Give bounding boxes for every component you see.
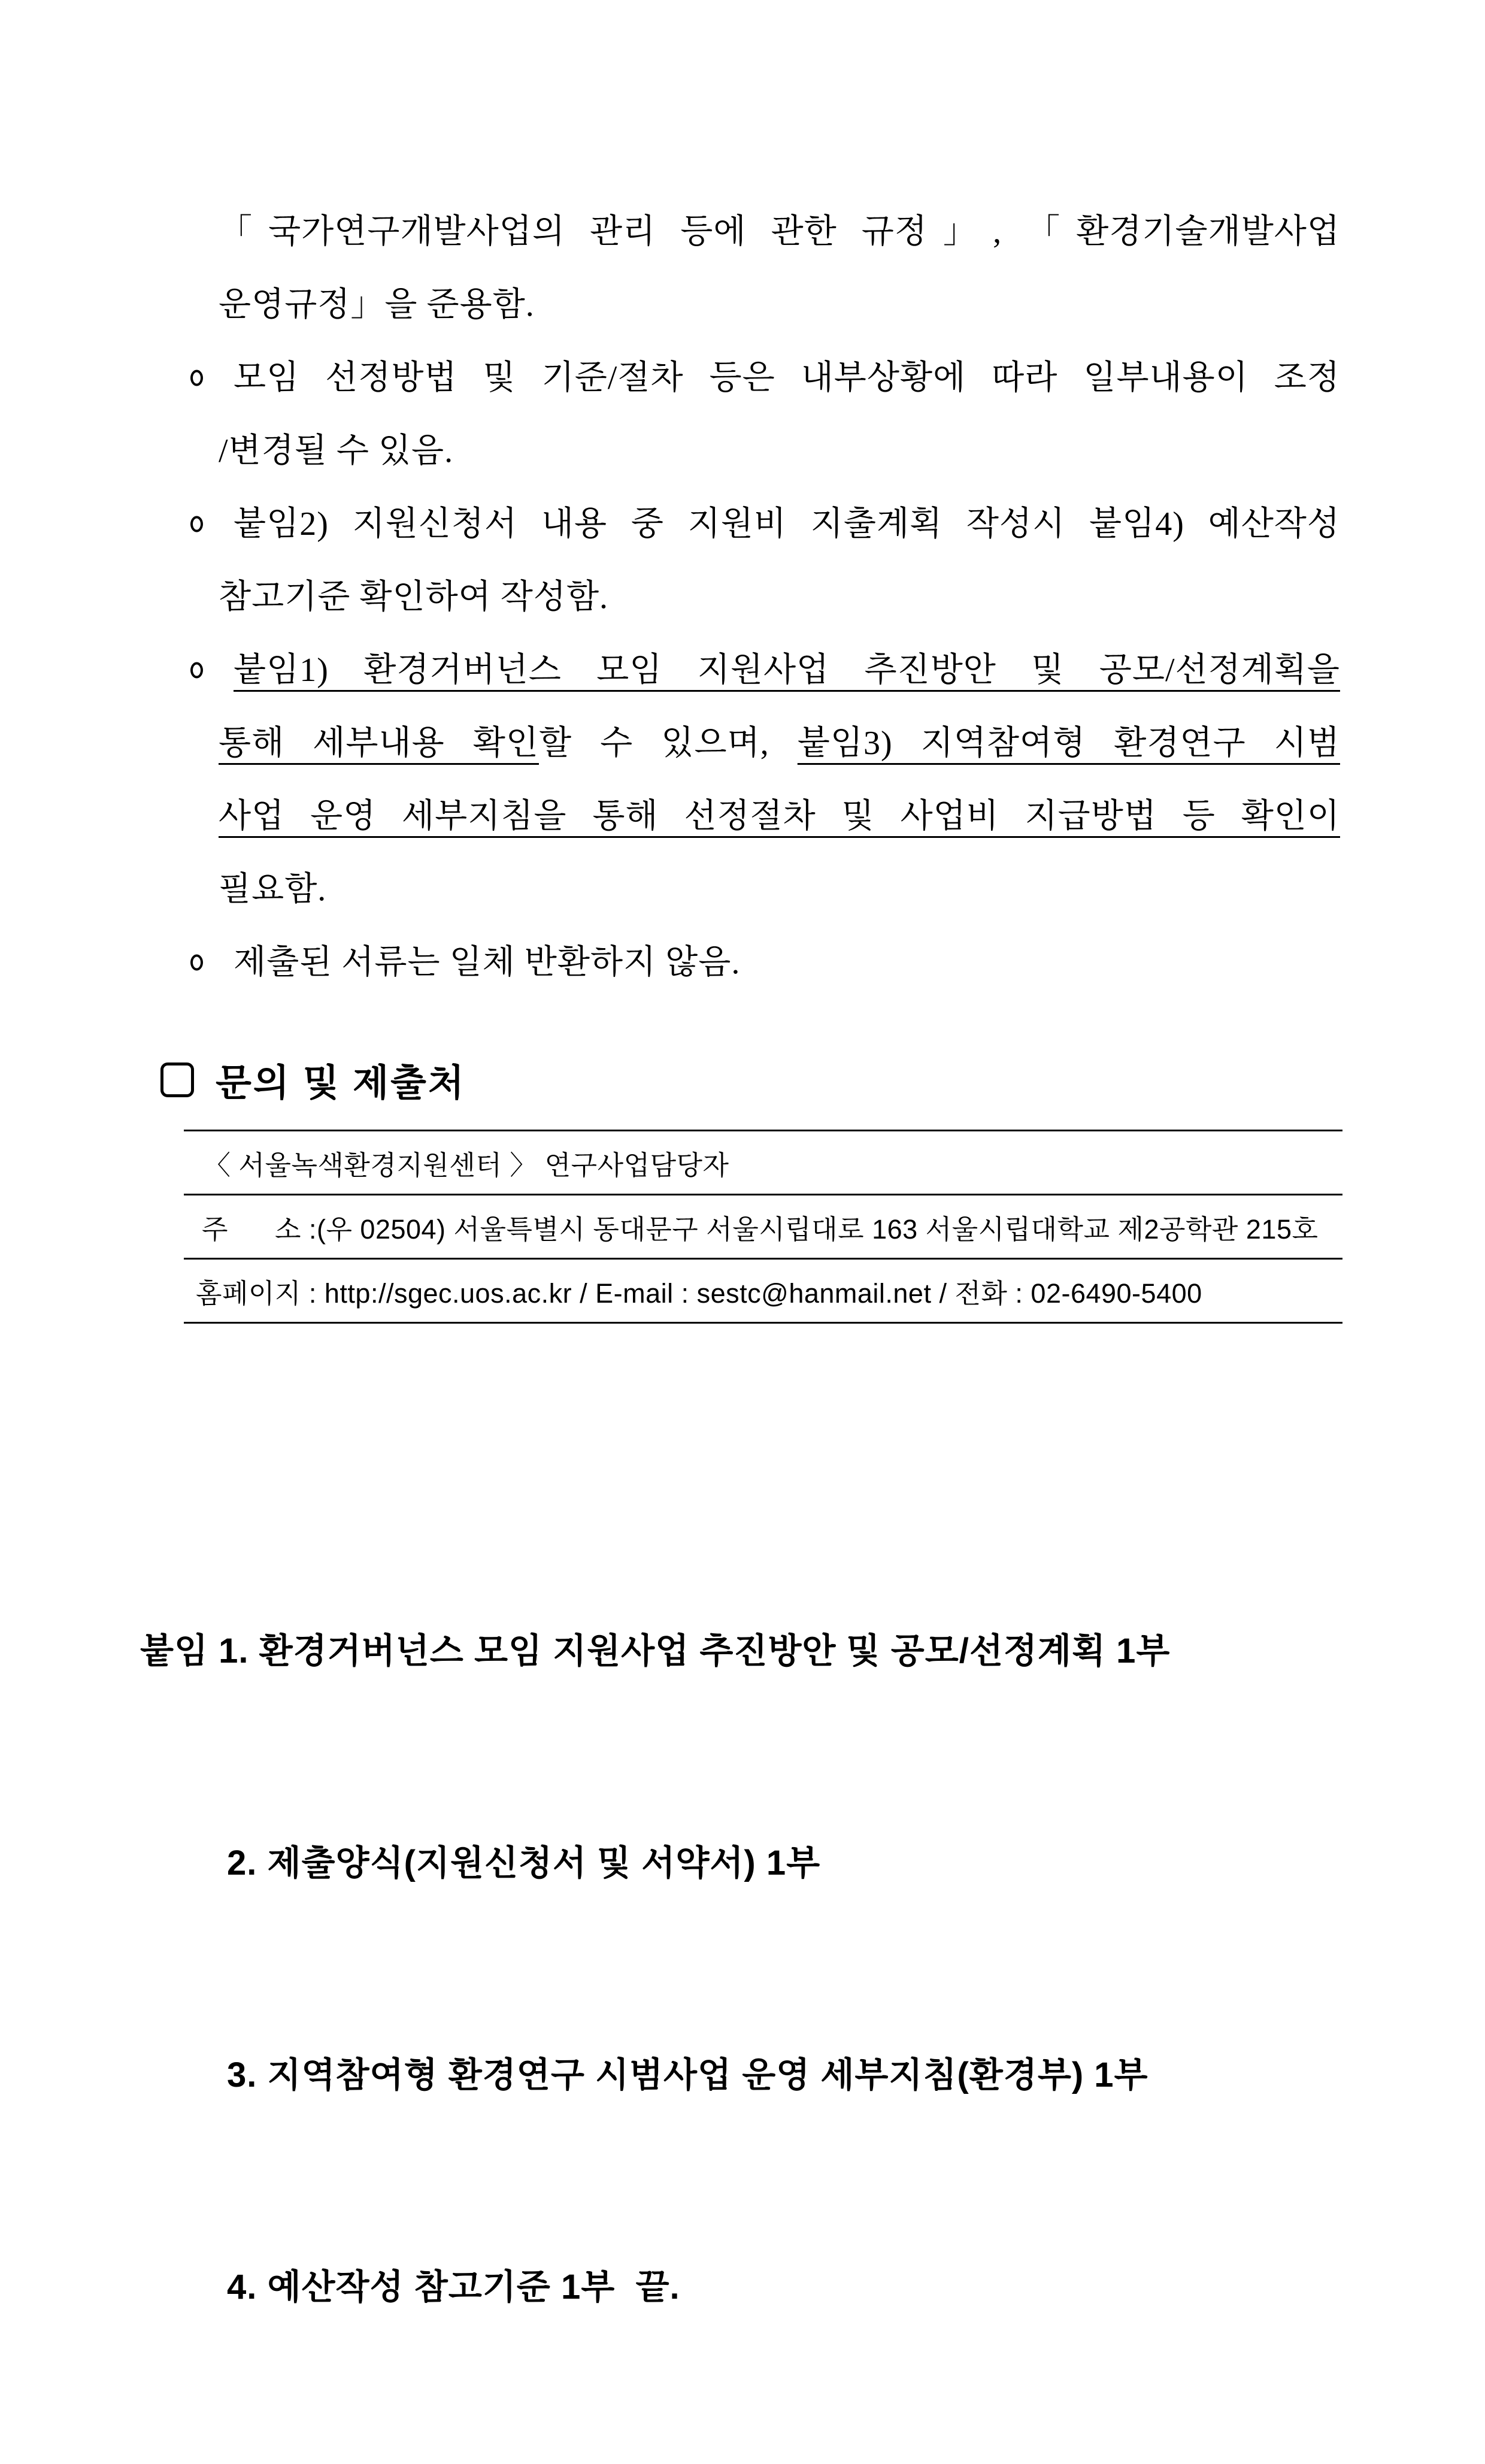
paragraph-text: 필요함.: [219, 871, 327, 908]
contact-table: [184, 1130, 1342, 1324]
attachment-item: 붙임 1. 환경거버넌스 모임 지원사업 추진방안 및 공모/선정계획 1부: [140, 1631, 1171, 1670]
paragraph-text: 할 수 있으며,: [538, 725, 798, 762]
list-item-text: 붙임2) 지원신청서 내용 중 지원비 지출계획 작성시 붙임4) 예산작성: [234, 505, 1340, 543]
section-header-inquiry: [160, 1053, 466, 1106]
circle-bullet-icon: [190, 370, 203, 386]
paragraph-line: [219, 707, 1340, 780]
underlined-text: 통해 세부내용 확인: [219, 725, 539, 762]
list-item-text: 모임 선정방법 및 기준/절차 등은 내부상황에 따라 일부내용이 조정: [234, 359, 1340, 396]
attachments-list: [140, 1475, 1170, 2464]
paragraph-text: 「국가연구개발사업의 관리 등에 관한 규정」, 「환경기술개발사업: [219, 213, 1340, 250]
paragraph-line: [219, 561, 1340, 634]
list-item: [234, 341, 1340, 414]
circle-bullet-icon: [190, 516, 203, 532]
center-name-text: 〈 서울녹색환경지원센터 〉 연구사업담당자: [204, 1149, 729, 1180]
attachment-item: 4. 예산작성 참고기준 1부 끝.: [227, 2268, 680, 2306]
list-item-text: 제출된 서류는 일체 반환하지 않음.: [234, 944, 741, 981]
homepage-email-phone-text: 홈페이지 : http://sgec.uos.ac.kr / E-mail : sestc@hanmail.net / 전화 : 02-6490-5400: [196, 1278, 1202, 1309]
table-row-address: [184, 1194, 1342, 1258]
underlined-text: 붙임3) 지역참여형 환경연구 시범: [797, 725, 1340, 762]
paragraph-text: 참고기준 확인하여 작성함.: [219, 579, 609, 616]
checkbox-icon: [160, 1063, 194, 1097]
table-row-homepage: [184, 1258, 1342, 1322]
list-item: [234, 926, 1340, 999]
circle-bullet-icon: [190, 662, 203, 679]
attachment-item: 2. 제출양식(지원신청서 및 서약서) 1부: [227, 1844, 821, 1882]
paragraph-text: /변경될 수 있음.: [219, 432, 454, 470]
body-text: [190, 195, 1340, 999]
underlined-text: 사업 운영 세부지침을 통해 선정절차 및 사업비 지급방법 등 확인이: [219, 798, 1340, 835]
paragraph-line: [219, 195, 1340, 268]
section-title: 문의 및 제출처: [216, 1063, 466, 1104]
address-text: 주 소 :(우 02504) 서울특별시 동대문구 서울시립대로 163 서울시립대학교 제2공학관 215호: [202, 1213, 1319, 1245]
table-row-center-name: [184, 1130, 1342, 1194]
paragraph-line: [219, 853, 1340, 926]
attachment-item: 3. 지역참여형 환경연구 시범사업 운영 세부지침(환경부) 1부: [227, 2056, 1148, 2094]
paragraph-text: 운영규정」을 준용함.: [219, 286, 535, 323]
list-item: [234, 634, 1340, 707]
paragraph-line: [219, 268, 1340, 341]
circle-bullet-icon: [190, 955, 203, 971]
paragraph-line: [219, 780, 1340, 853]
paragraph-line: [219, 414, 1340, 488]
underlined-text: 붙임1) 환경거버넌스 모임 지원사업 추진방안 및 공모/선정계획을: [234, 652, 1340, 689]
list-item: [234, 488, 1340, 561]
